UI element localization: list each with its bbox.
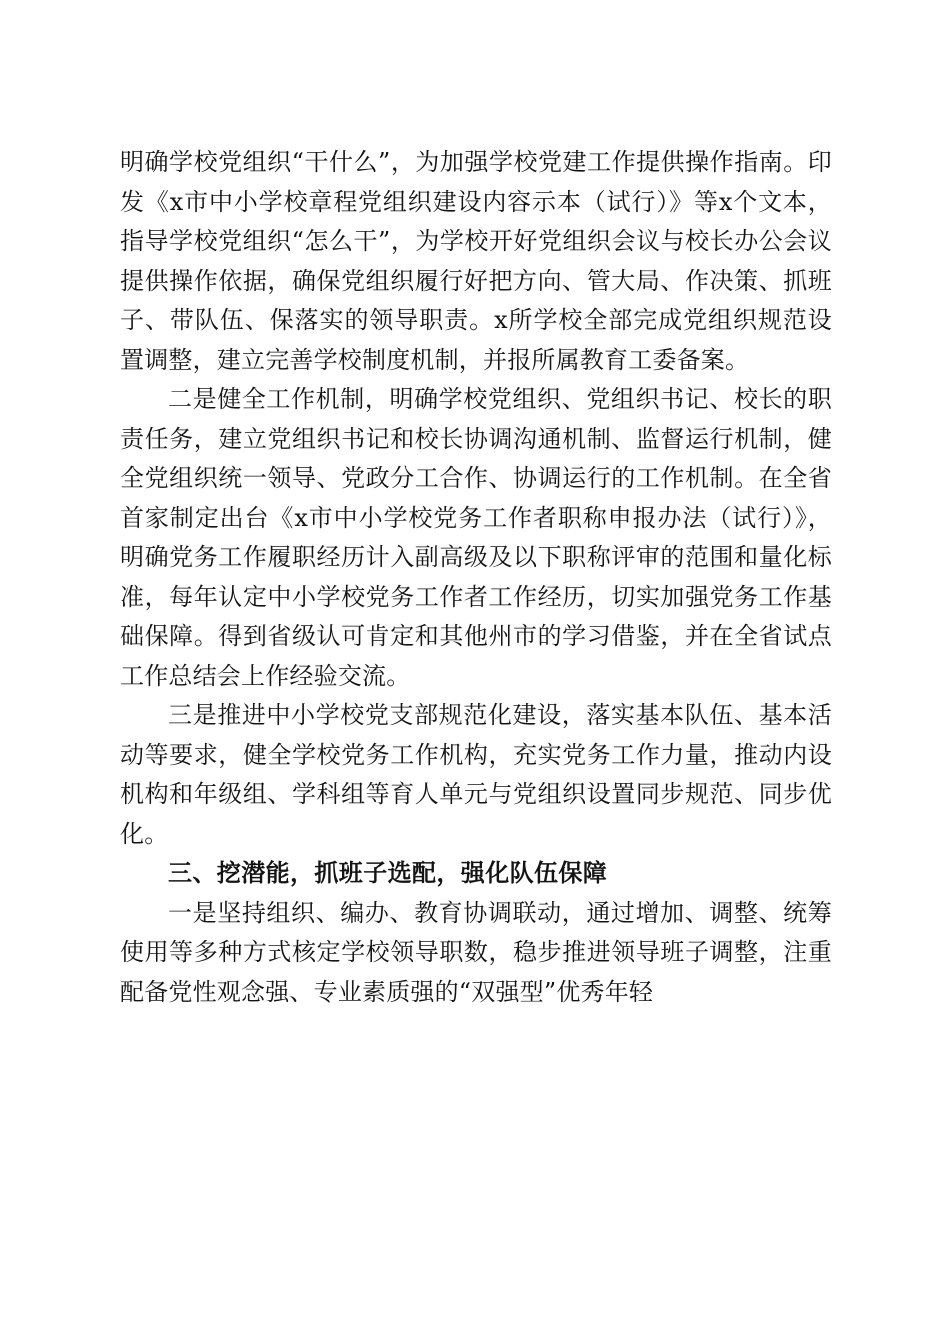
paragraph-work-mechanism: 二是健全工作机制，明确学校党组织、党组织书记、校长的职责任务，建立党组织书记和校长协调沟通机制、监督运行机制，健全党组织统一领导、党政分工合作、协调运行的工作机制。在全省首家制定出台《x市中小学校党务工作者职称申报办法（试行）》，明确党务工作履职经历计入副高级及以下职称评审的范围和量化标准，每年认定中小学校党务工作者工作经历，切实加强党务工作基础保障。得到省级认可肯定和其他州市的学习借鉴，并在全省试点工作总结会上作经验交流。 — [120, 385, 832, 690]
document-body — [120, 143, 832, 1012]
paragraph-continuation: 明确学校党组织“干什么”，为加强学校党建工作提供操作指南。印发《x市中小学校章程党组织建设内容示本（试行）》等x个文本，指导学校党组织“怎么干”，为学校开好党组织会议与校长办公会议提供操作依据，确保党组织履行好把方向、管大局、作决策、抓班子、带队伍、保落实的领导职责。x所学校全部完成党组织规范设置调整，建立完善学校制度机制，并报所属教育工委备案。 — [120, 148, 832, 374]
paragraph-branch-standardization: 三是推进中小学校党支部规范化建设，落实基本队伍、基本活动等要求，健全学校党务工作机构，充实党务工作力量，推动内设机构和年级组、学科组等育人单元与党组织设置同步规范、同步优化。 — [120, 701, 832, 848]
paragraph-team-coordination: 一是坚持组织、编办、教育协调联动，通过增加、调整、统筹使用等多种方式核定学校领导职数，稳步推进领导班子调整，注重配备党性观念强、专业素质强的“双强型”优秀年轻 — [120, 898, 832, 1006]
section-heading: 三、挖潜能，抓班子选配，强化队伍保障 — [168, 859, 608, 887]
